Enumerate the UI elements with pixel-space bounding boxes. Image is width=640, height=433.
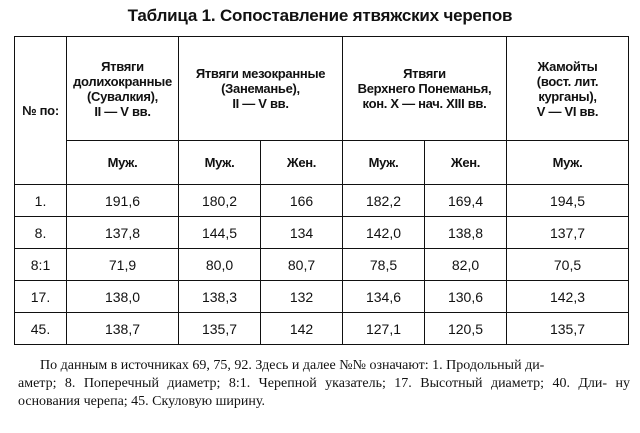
group-header-line: V — VI вв. (536, 103, 599, 119)
sex-header: Муж. (507, 141, 629, 185)
group-header-line: долихокранные (73, 73, 172, 89)
table-cell: 191,6 (67, 185, 179, 217)
comparison-table (14, 36, 629, 345)
sex-header: Жен. (261, 141, 343, 185)
group-header-line: Ятвяги мезокранные (195, 66, 326, 81)
table-cell: 142,0 (343, 217, 425, 249)
table-row (15, 313, 629, 345)
sex-header: Муж. (67, 141, 179, 185)
group-header-zanemanye (179, 37, 343, 141)
table-cell: 169,4 (425, 185, 507, 217)
table-cell: 142 (261, 313, 343, 345)
table-row (15, 217, 629, 249)
table-row (15, 281, 629, 313)
table-title: Таблица 1. Сопоставление ятвяжских черепов (127, 6, 513, 25)
table-footnote (18, 357, 630, 411)
footnote-line: аметр; 8. Поперечный диаметр; 8:1. Черепной указатель; 17. Высотный диаметр; 40. Дли- (18, 376, 608, 391)
group-header-zhamoity (507, 37, 629, 141)
group-header-line: Жамойты (537, 58, 598, 74)
table-cell: 138,7 (67, 313, 179, 345)
table-cell: 71,9 (67, 249, 179, 281)
table-cell: 137,8 (67, 217, 179, 249)
table-cell: 135,7 (179, 313, 261, 345)
row-number: 17. (15, 281, 67, 313)
table-cell: 132 (261, 281, 343, 313)
row-number: 8. (15, 217, 67, 249)
table-cell: 134,6 (343, 281, 425, 313)
table-row (15, 249, 629, 281)
table-cell: 138,0 (67, 281, 179, 313)
group-header-line: II — V вв. (232, 96, 289, 111)
row-number: 1. (15, 185, 67, 217)
group-header-line: курганы), (538, 88, 597, 104)
table-cell: 120,5 (425, 313, 507, 345)
group-header-line: кон. X — нач. XIII вв. (362, 96, 487, 111)
sex-header: Муж. (179, 141, 261, 185)
row-number: 45. (15, 313, 67, 345)
footnote-line: ну основания черепа; 45. Скуловую ширину. (18, 376, 631, 409)
group-header-line: Ятвяги (101, 58, 144, 74)
table-cell: 70,5 (507, 249, 629, 281)
group-header-line: Верхнего Понеманья, (357, 81, 492, 96)
table-cell: 134 (261, 217, 343, 249)
group-header-row (15, 37, 629, 141)
sex-header: Муж. (343, 141, 425, 185)
table-cell: 78,5 (343, 249, 425, 281)
table-cell: 194,5 (507, 185, 629, 217)
table-cell: 182,2 (343, 185, 425, 217)
table-cell: 80,0 (179, 249, 261, 281)
table-cell: 138,8 (425, 217, 507, 249)
table-cell: 180,2 (179, 185, 261, 217)
sex-header: Жен. (425, 141, 507, 185)
sex-header-row (15, 141, 629, 185)
row-number: 8:1 (15, 249, 67, 281)
group-header-upper-ponemanye (343, 37, 507, 141)
group-header-suvalkia (67, 37, 179, 141)
table-cell: 80,7 (261, 249, 343, 281)
table-cell: 138,3 (179, 281, 261, 313)
table-cell: 82,0 (425, 249, 507, 281)
table-cell: 127,1 (343, 313, 425, 345)
group-header-line: (Сувалкия), (87, 88, 158, 104)
table-cell: 144,5 (179, 217, 261, 249)
group-header-line: (вост. лит. (536, 73, 599, 89)
table-cell: 130,6 (425, 281, 507, 313)
table-row (15, 185, 629, 217)
table-cell: 142,3 (507, 281, 629, 313)
group-header-line: II — V вв. (94, 103, 151, 119)
group-header-line: Ятвяги (403, 66, 446, 81)
row-number-header: № по: (15, 37, 67, 185)
group-header-line: (Занеманье), (221, 81, 300, 96)
table-cell: 135,7 (507, 313, 629, 345)
table-cell: 166 (261, 185, 343, 217)
footnote-line: По данным в источниках 69, 75, 92. Здесь и далее №№ означают: 1. Продольный ди- (40, 358, 545, 373)
table-cell: 137,7 (507, 217, 629, 249)
